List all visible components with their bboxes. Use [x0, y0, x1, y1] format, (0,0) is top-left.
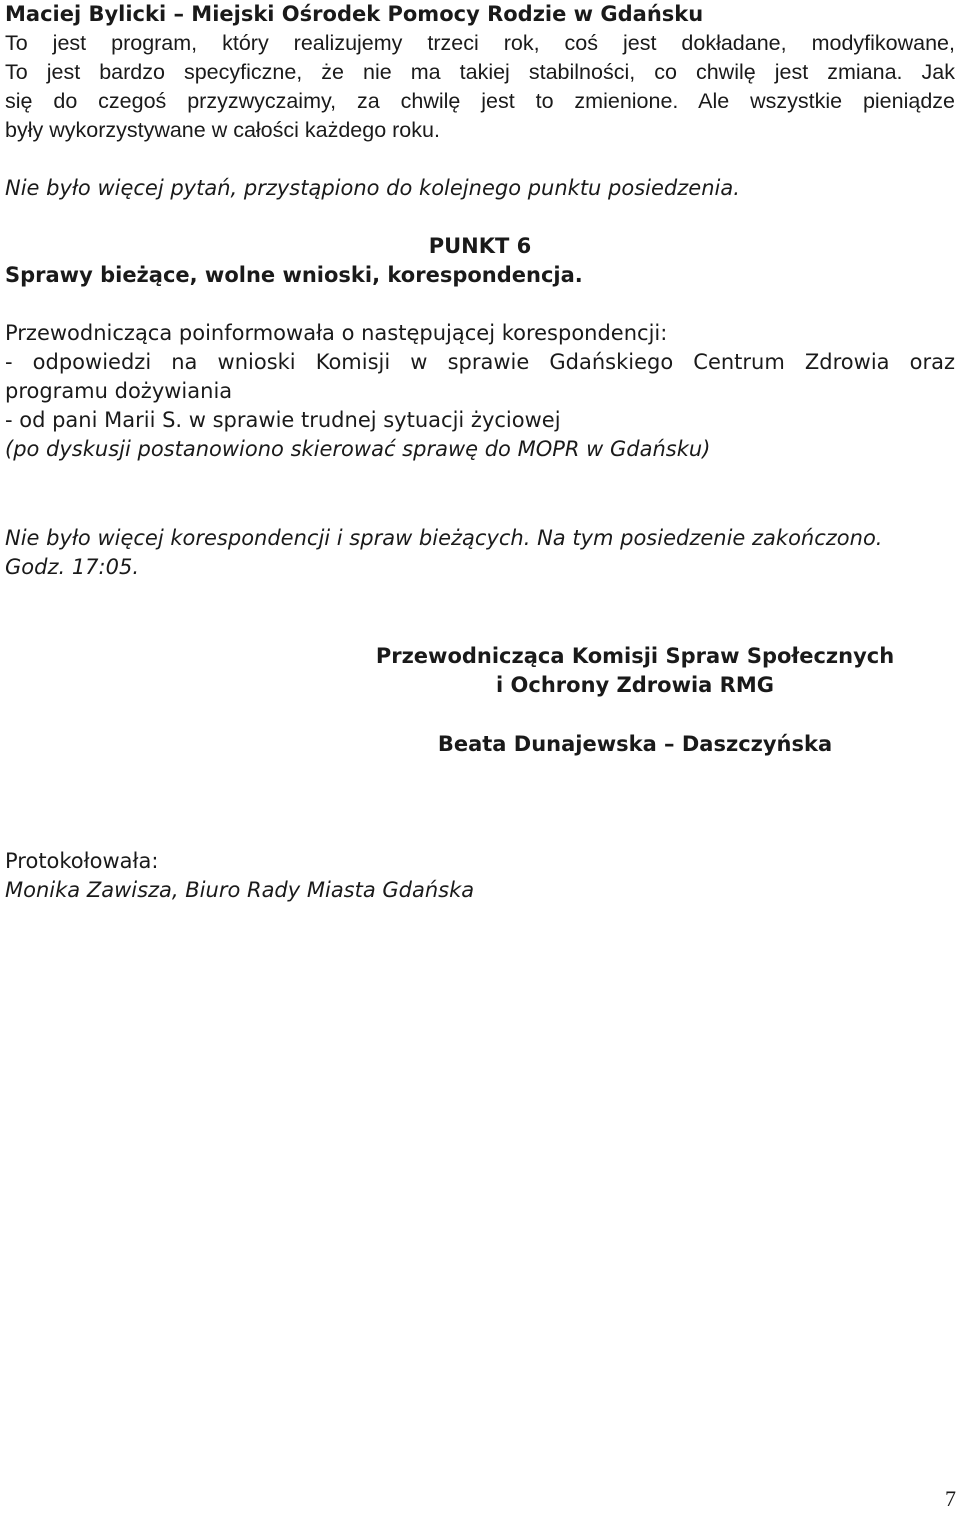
correspondence-item-1: - odpowiedzi na wnioski Komisji w sprawie Gdańskiego Centrum Zdrowia oraz: [5, 350, 955, 374]
signature-name: Beata Dunajewska – Daszczyńska: [437, 732, 833, 756]
speaker-heading: Maciej Bylicki – Miejski Ośrodek Pomocy Rodzie w Gdańsku: [5, 2, 704, 26]
minutes-label: Protokołowała:: [5, 849, 159, 873]
page-number: 7: [945, 1486, 956, 1511]
speaker-text-line-2: To jest bardzo specyficzne, że nie ma takiej stabilności, co chwilę jest zmiana. Jak: [5, 60, 955, 84]
no-more-questions: Nie było więcej pytań, przystąpiono do kolejnego punktu posiedzenia.: [5, 176, 740, 200]
closing-line-2: Godz. 17:05.: [5, 555, 140, 579]
signature-role-line-2: i Ochrony Zdrowia RMG: [496, 673, 774, 697]
signature-role-line-1: Przewodnicząca Komisji Spraw Społecznych: [375, 644, 895, 668]
correspondence-item-1-continued: programu dożywiania: [5, 379, 233, 403]
speaker-text-line-1: To jest program, który realizujemy trzeci rok, coś jest dokładane, modyfikowane,: [5, 31, 955, 55]
correspondence-note: (po dyskusji postanowiono skierować sprawę do MOPR w Gdańsku): [5, 437, 711, 461]
point-subtitle: Sprawy bieżące, wolne wnioski, korespondencja.: [5, 263, 583, 287]
closing-line-1: Nie było więcej korespondencji i spraw bieżących. Na tym posiedzenie zakończono.: [5, 526, 883, 550]
speaker-text-line-3: się do czegoś przyzwyczaimy, za chwilę jest to zmienione. Ale wszystkie pieniądze: [5, 89, 955, 113]
speaker-text-line-4: były wykorzystywane w całości każdego roku.: [5, 118, 440, 142]
minutes-author: Monika Zawisza, Biuro Rady Miasta Gdańska: [5, 878, 475, 902]
correspondence-item-2: - od pani Marii S. w sprawie trudnej sytuacji życiowej: [5, 408, 561, 432]
correspondence-intro: Przewodnicząca poinformowała o następującej korespondencji:: [5, 321, 668, 345]
point-title: PUNKT 6: [428, 234, 532, 258]
